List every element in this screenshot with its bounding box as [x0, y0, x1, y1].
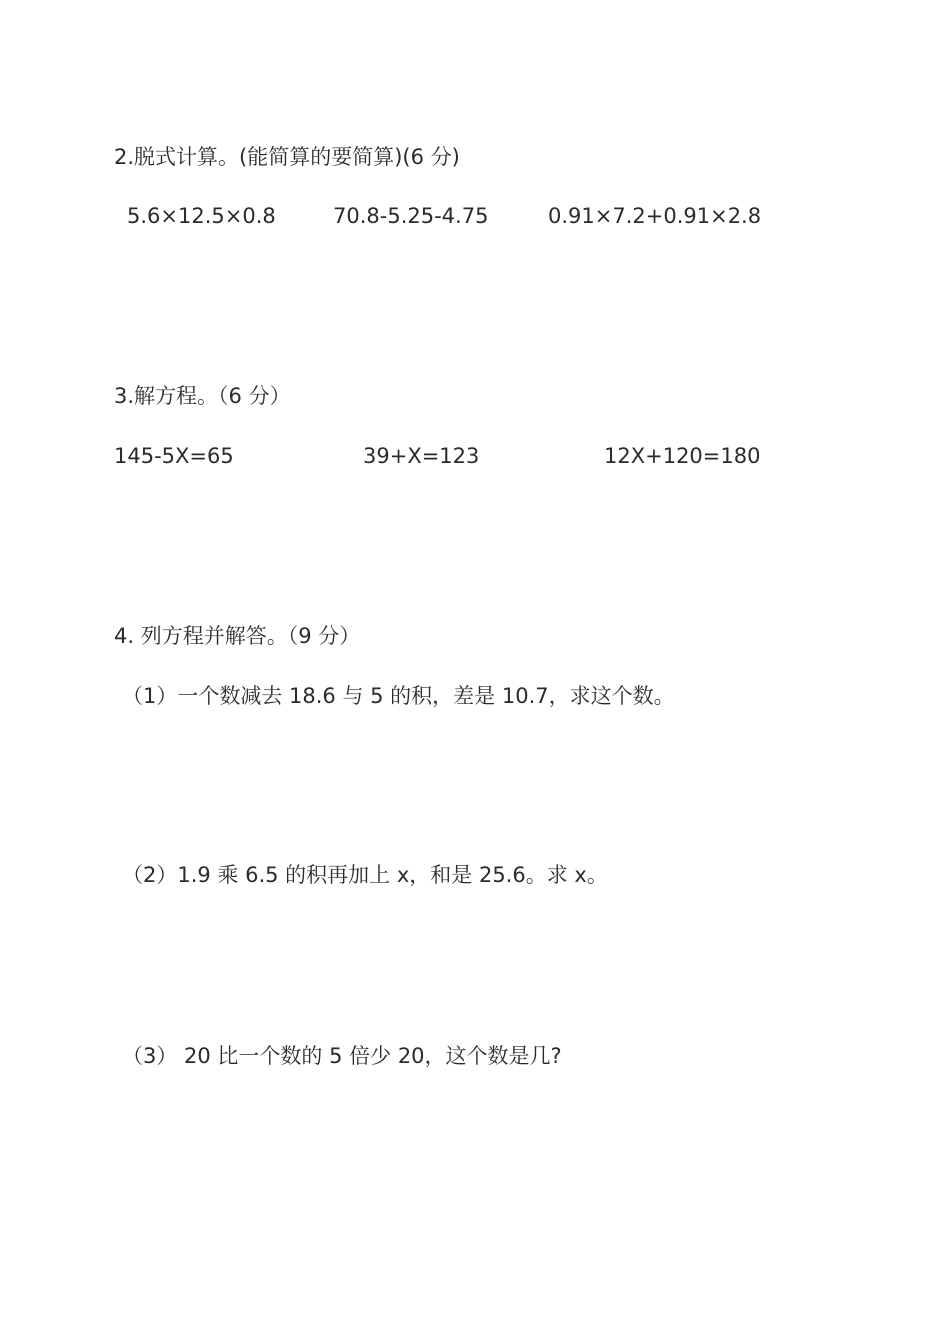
word-problem: （1）一个数减去 18.6 与 5 的积，差是 10.7，求这个数。	[122, 684, 675, 708]
section-3-heading: 3.解方程。（6 分）	[114, 384, 291, 408]
word-problem: （3） 20 比一个数的 5 倍少 20，这个数是几?	[122, 1044, 562, 1068]
calc-problem: 5.6×12.5×0.8	[127, 204, 276, 228]
calc-problem: 0.91×7.2+0.91×2.8	[548, 204, 762, 228]
equation-problem: 39+X=123	[363, 444, 480, 468]
section-2-heading: 2.脱式计算。(能简算的要简算)(6 分)	[114, 145, 460, 169]
section-4-heading: 4. 列方程并解答。（9 分）	[114, 624, 361, 648]
equation-problem: 12X+120=180	[604, 444, 761, 468]
equation-problem: 145-5X=65	[114, 444, 234, 468]
calc-problem: 70.8-5.25-4.75	[333, 204, 489, 228]
word-problem: （2）1.9 乘 6.5 的积再加上 x，和是 25.6。求 x。	[122, 863, 608, 887]
